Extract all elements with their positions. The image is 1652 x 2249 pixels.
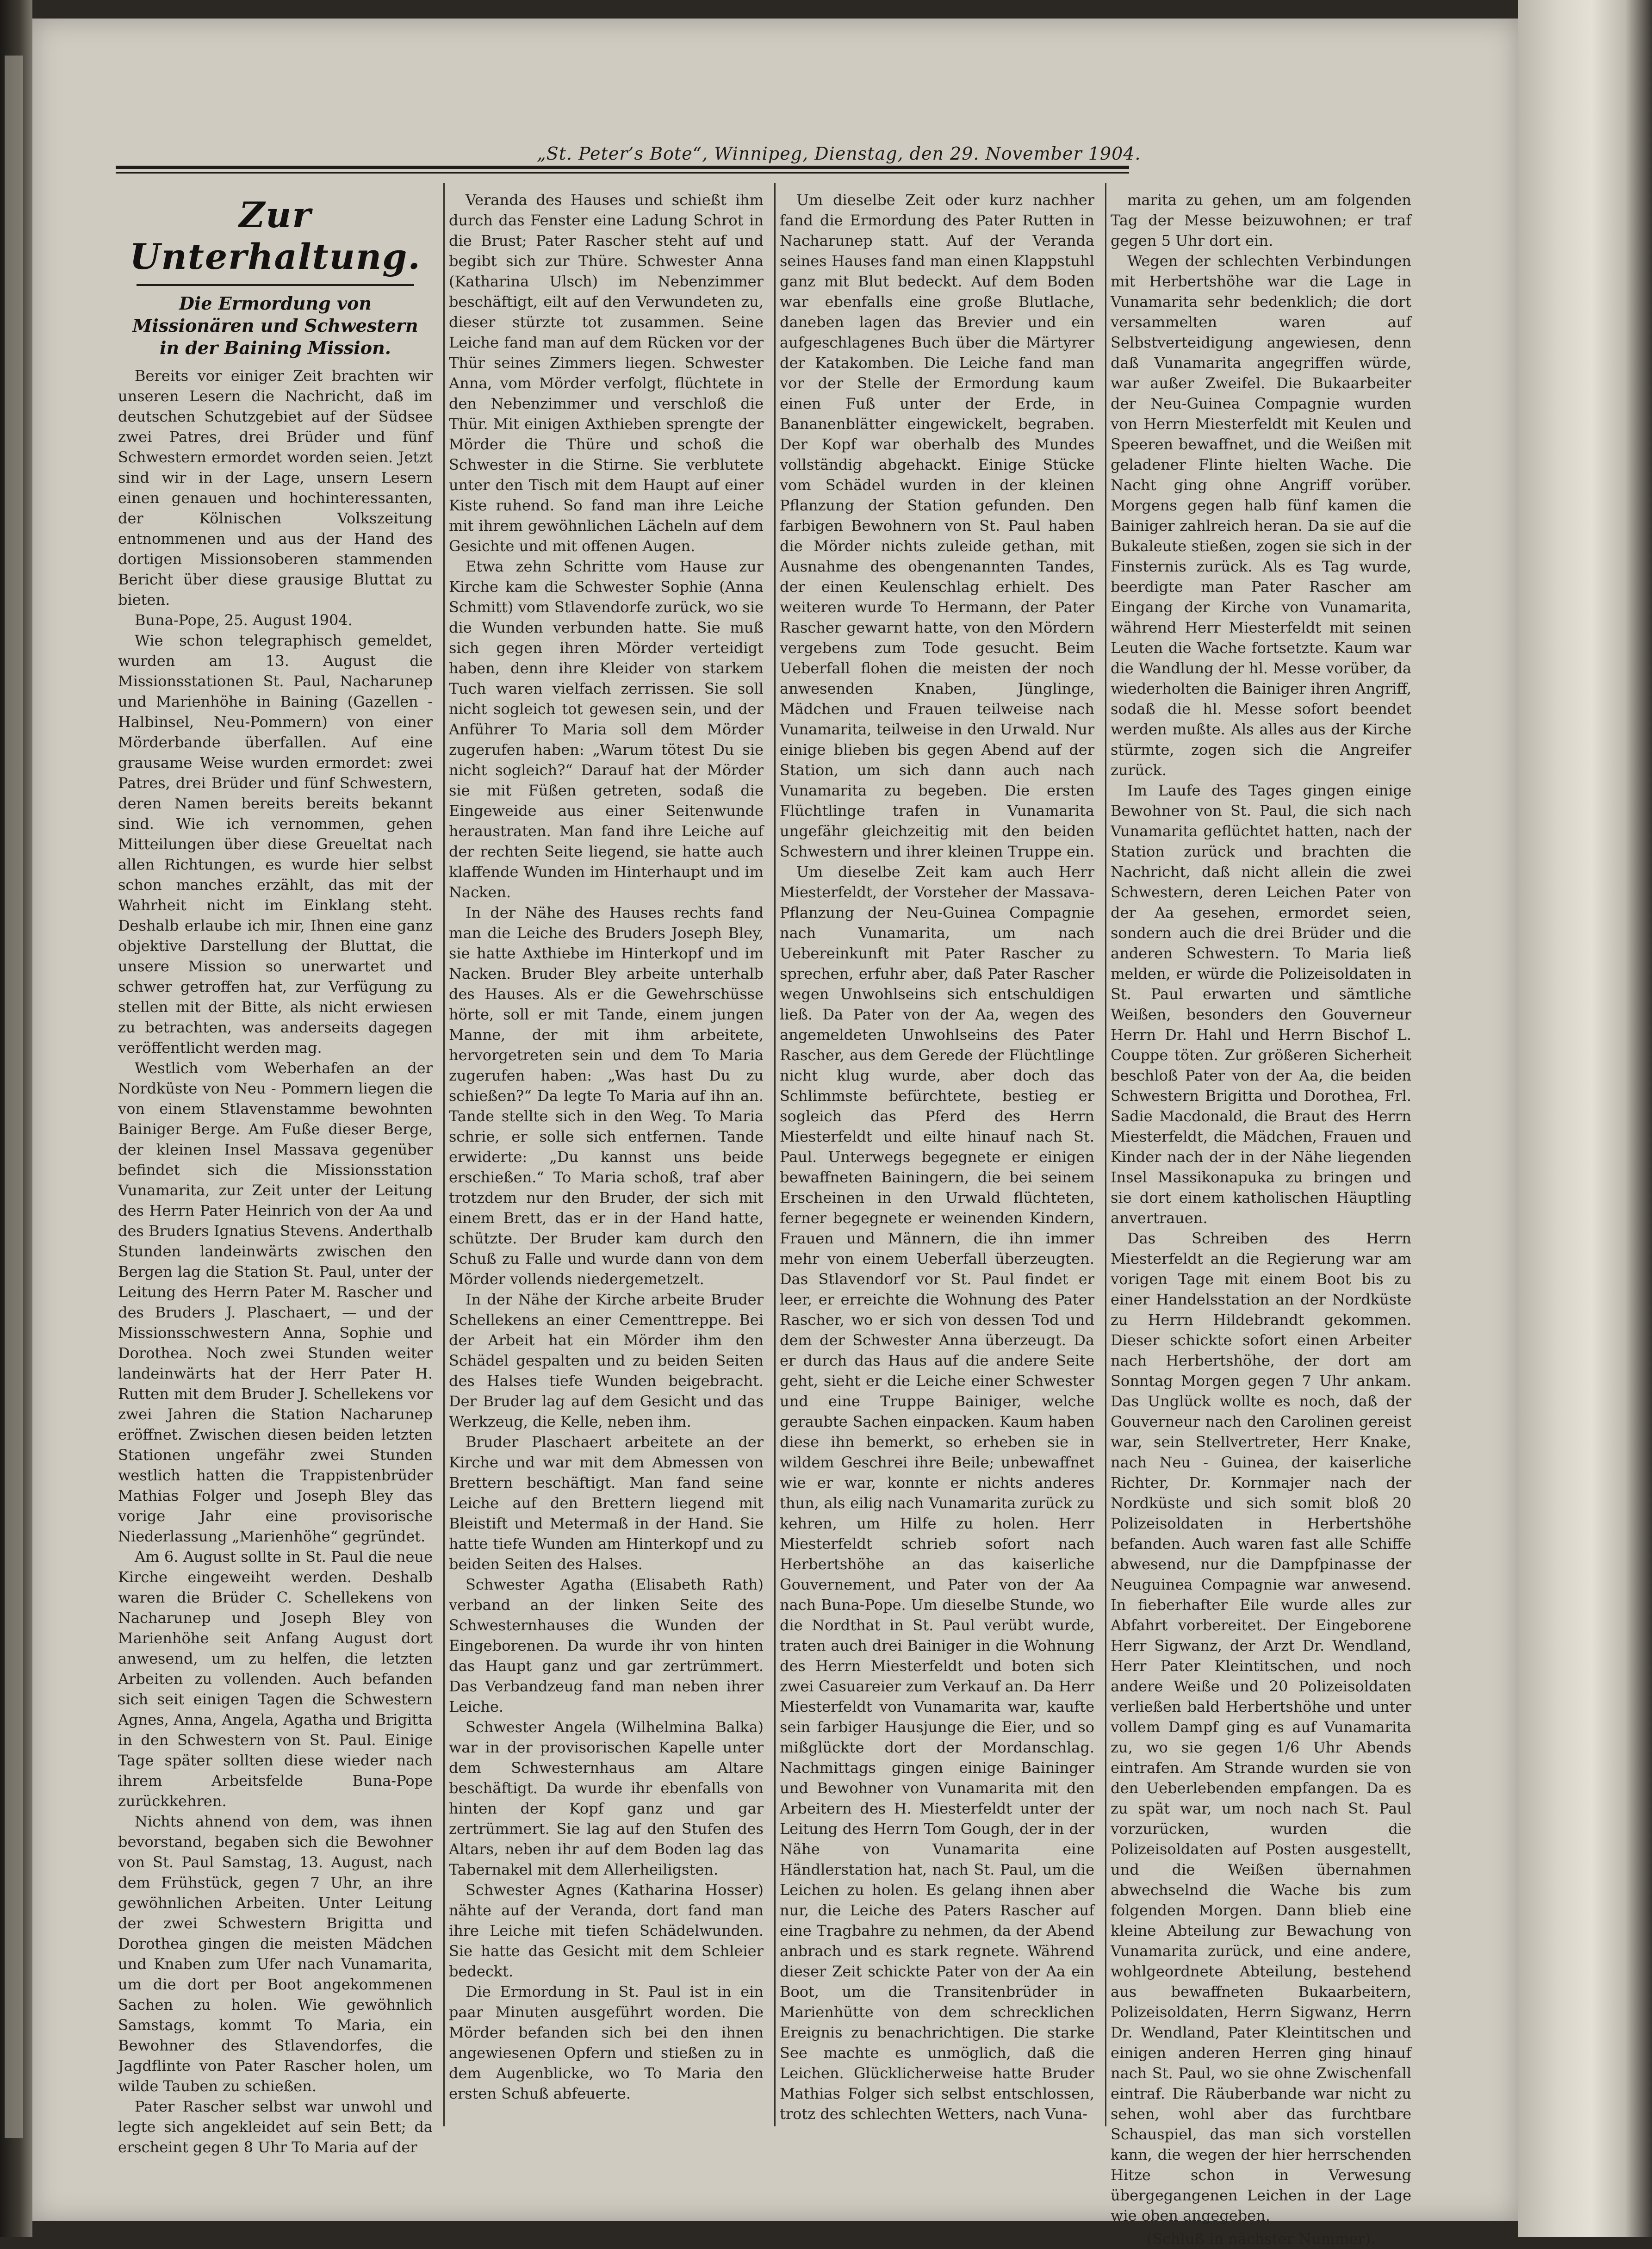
- paragraph: Wie schon telegraphisch gemeldet, wurden am 13. August die Missionsstationen St. Paul, Nacharunep und Marienhöhe in Baining (Gazellen - Halbinsel, Neu-Pommern) von einer Mörderbande überfallen. Auf eine grausame Weise wurden ermordet: zwei Patres, drei Brüder und fünf Schwestern, deren Namen bereits bereits bekannt sind. Wie ich vernommen, gehen Mitteilungen über diese Greueltat nach allen Richtungen, es wurde hier selbst schon manches erzählt, das mit der Wahrheit nicht im Einklang steht. Deshalb erlaube ich mir, Ihnen eine ganz objektive Darstellung der Bluttat, die unsere Mission so unerwartet und schwer getroffen hat, zur Verfügung zu stellen mit der Bitte, als nicht erwiesen zu betrachten, was anderseits dagegen veröffentlicht werden mag.: [118, 632, 433, 1056]
- paragraph: Veranda des Hauses und schießt ihm durch das Fenster eine Ladung Schrot in die Brust; Pater Rascher steht auf und begibt sich zur Thüre. Schwester Anna (Katharina Ulsch) im Nebenzimmer beschäftigt, eilt auf den Verwundeten zu, dieser stürzte tot zusammen. Seine Leiche fand man auf dem Rücken vor der Thür seines Zimmers liegen. Schwester Anna, vom Mörder verfolgt, flüchtete in den Nebenzimmer und verschloß die Thür. Mit einigen Axthieben sprengte der Mörder die Thüre und schoß die Schwester in die Stirne. Sie verblutete unter den Tisch mit dem Haupt auf einer Kiste ruhend. So fand man ihre Leiche mit ihrem gewöhnlichen Lächeln auf dem Gesichte und mit offenen Augen.: [449, 191, 764, 555]
- paragraph: Am 6. August sollte in St. Paul die neue Kirche eingeweiht werden. Deshalb waren die Brüder C. Schellekens von Nacharunep und Joseph Bley von Marienhöhe seit Anfang August dort anwesend, um zu helfen, die letzten Arbeiten zu vollenden. Auch befanden sich seit einigen Tagen die Schwestern Agnes, Anna, Angela, Agatha und Brigitta in den Schwestern von St. Paul. Einige Tage später sollten diese wieder nach ihrem Arbeitsfelde Buna-Pope zurückkehren.: [118, 1548, 433, 1810]
- right-page-edge: [1518, 0, 1652, 2237]
- paragraph: Schwester Agatha (Elisabeth Rath) verband an der linken Seite des Schwesternhauses die Wunden der Eingeborenen. Da wurde ihr von hinten das Haupt ganz und gar zertrümmert. Das Verbandzeug fand man neben ihrer Leiche.: [449, 1576, 764, 1715]
- column-3: [780, 190, 1094, 2123]
- section-title: Zur Unterhaltung.: [130, 194, 421, 277]
- paragraph: In der Nähe des Hauses rechts fand man die Leiche des Bruders Joseph Bley, sie hatte Axthiebe im Hinterkopf und im Nacken. Bruder Bley arbeite unterhalb des Hauses. Als er die Gewehrschüsse hörte, soll er mit Tande, einem jungen Manne, der mit ihm arbeitete, hervorgetreten sein und dem To Maria zugerufen haben: „Was hast Du zu schießen?“ Da legte To Maria auf ihn an. Tande stellte sich in den Weg. To Maria schrie, er solle sich entfernen. Tande erwiderte: „Du kannst uns beide erschießen.“ To Maria schoß, traf aber trotzdem nur den Bruder, der sich mit einem Brett, das er in der Hand hatte, schützte. Der Bruder kam durch den Schuß zu Falle und wurde dann von dem Mörder vollends niedergemetzelt.: [449, 904, 764, 1288]
- paragraph: Um dieselbe Zeit kam auch Herr Miesterfeldt, der Vorsteher der Massava-Pflanzung der Neu-Guinea Compagnie nach Vunamarita, um nach Uebereinkunft mit Pater Rascher zu sprechen, erfuhr aber, daß Pater Rascher wegen Unwohlseins sich entschuldigen ließ. Da Pater von der Aa, wegen des angemeldeten Unwohlseins des Pater Rascher, aus dem Gerede der Flüchtlinge nicht klug wurde, aber doch das Schlimmste befürchtete, bestieg er sogleich das Pferd des Herrn Miesterfeldt und eilte hinauf nach St. Paul. Unterwegs begegnete er einigen bewaffneten Bainingern, die bei seinem Erscheinen in den Urwald flüchteten, ferner begegnete er weinenden Kindern, Frauen und Männern, die ihn immer mehr von einem Ueberfall überzeugten. Das Stlavendorf vor St. Paul findet er leer, er erreichte die Wohnung des Pater Rascher, wo er sich von dessen Tod und dem der Schwester Anna überzeugt. Da er durch das Haus auf die andere Seite geht, sieht er die Leiche einer Schwester und eine Truppe Bainiger, welche geraubte Sachen einpacken. Kaum haben diese ihn bemerkt, so erheben sie in wildem Geschrei ihre Beile; unbewaffnet wie er war, konnte er nichts anderes thun, als eilig nach Vunamarita zurück zu kehren, um Hilfe zu holen. Herr Miesterfeldt schrieb sofort nach Herbertshöhe an das kaiserliche Gouvernement, und Pater von der Aa nach Buna-Pope. Um dieselbe Stunde, wo die Nordthat in St. Paul verübt wurde, traten auch drei Bainiger in die Wohnung des Herrn Miesterfeldt und boten sich zwei Casuareier zum Verkauf an. Da Herr Miesterfeldt von Vunamarita war, kaufte sein farbiger Hausjunge die Eier, und so mißglückte dort der Mordanschlag. Nachmittags gingen einige Baininger und Bewohner von Vunamarita mit den Arbeitern des H. Miesterfeldt unter der Leitung des Herrn Tom Gough, der in der Nähe von Vunamarita eine Händlerstation hat, nach St. Paul, um die Leichen zu holen. Es gelang ihnen aber nur, die Leiche des Paters Rascher auf eine Tragbahre zu nehmen, da der Abend anbrach und es stark regnete. Während dieser Zeit schickte Pater von der Aa ein Boot, um die Transitenbrüder in Marienhütte von dem schrecklichen Ereignis zu benachrichtigen. Die starke See machte es unmöglich, daß die Leichen. Glücklicherweise hatte Bruder Mathias Folger sich selbst entschlossen, trotz des schlechten Wetters, nach Vuna-: [780, 863, 1094, 2123]
- column-2: [449, 190, 764, 2110]
- paragraph: Schwester Angela (Wilhelmina Balka) war in der provisorischen Kapelle unter dem Schwesternhaus am Altare beschäftigt. Da wurde ihr ebenfalls von hinten der Kopf ganz und gar zertrümmert. Sie lag auf den Stufen des Altars, neben ihr auf dem Boden lag das Tabernakel mit dem Allerheiligsten.: [449, 1718, 764, 1878]
- paragraph: Wegen der schlechten Verbindungen mit Herbertshöhe war die Lage in Vunamarita sehr bedenklich; die dort versammelten waren auf Selbstverteidigung angewiesen, denn daß Vunamarita angegriffen würde, war außer Zweifel. Die Bukaarbeiter der Neu-Guinea Compagnie wurden von Herrn Miesterfeldt mit Keulen und Speeren bewaffnet, und die Weißen mit geladener Flinte hielten Wache. Die Nacht ging ohne Angriff vorüber. Morgens gegen halb fünf kamen die Bainiger zahlreich heran. Da sie auf die Bukaleute stießen, zogen sie sich in der Finsternis zurück. Als es Tag wurde, beerdigte man Pater Rascher am Eingang der Kirche von Vunamarita, während Herr Miesterfeldt mit seinen Leuten die Wache fortsetzte. Kaum war die Wandlung der hl. Messe vorüber, da wiederholten die Bainiger ihren Angriff, sodaß die hl. Messe sofort beendet werden mußte. Als alles aus der Kirche stürmte, zogen sich die Angreifer zurück.: [1111, 252, 1411, 779]
- column-rule-2: [774, 183, 776, 2126]
- column-rule-3: [1105, 183, 1106, 2126]
- paragraph: Buna-Pope, 25. August 1904.: [135, 611, 353, 629]
- column-2-text: [449, 190, 764, 2104]
- paragraph: Etwa zehn Schritte vom Hause zur Kirche kam die Schwester Sophie (Anna Schmitt) vom Stlavendorfe zurück, wo sie die Wunden verbunden hatte. Sie muß sich gegen ihren Mörder verteidigt haben, denn ihre Kleider von starkem Tuch waren vielfach zerrissen. Sie soll nicht sogleich tot gewesen sein, und der Anführer To Maria soll dem Mörder zugerufen haben: „Warum tötest Du sie nicht sogleich?“ Darauf hat der Mörder sie mit Füßen getreten, sodaß die Eingeweide aus einer Seitenwunde heraustraten. Man fand ihre Leiche auf der rechten Seite liegend, sie hatte auch klaffende Wunden im Hinterhaupt und im Nacken.: [449, 558, 764, 901]
- left-page-edge: [0, 0, 32, 2237]
- column-1: [118, 190, 433, 2156]
- title-rule: [137, 284, 414, 286]
- paragraph: Schwester Agnes (Katharina Hosser) nähte auf der Veranda, dort fand man ihre Leiche mit tiefen Schädelwunden. Sie hatte das Gesicht mit dem Schleier bedeckt.: [449, 1881, 764, 1980]
- column-4: [1111, 190, 1411, 2248]
- paragraph: Pater Rascher selbst war unwohl und legte sich angekleidet auf sein Bett; da erscheint gegen 8 Uhr To Maria auf der: [118, 2098, 433, 2156]
- paragraph: Westlich vom Weberhafen an der Nordküste von Neu - Pommern liegen die von einem Stlavenstamme bewohnten Bainiger Berge. Am Fuße dieser Berge, der kleinen Insel Massava gegenüber befindet sich die Missionsstation Vunamarita, zur Zeit unter der Leitung des Herrn Pater Heinrich von der Aa und des Bruders Ignatius Stevens. Anderthalb Stunden landeinwärts zwischen den Bergen lag die Station St. Paul, unter der Leitung des Herrn Pater M. Rascher und des Bruders J. Plaschaert, — und der Missionsschwestern Anna, Sophie und Dorothea. Noch zwei Stunden weiter landeinwärts hat der Herr Pater H. Rutten mit dem Bruder J. Schellekens vor zwei Jahren die Station Nacharunep eröffnet. Zwischen diesen beiden letzten Stationen ungefähr zwei Stunden westlich hatten die Trappistenbrüder Mathias Folger und Joseph Bley das vorige Jahr eine provisorische Niederlassung „Marienhöhe“ gegründet.: [118, 1059, 433, 1545]
- paragraph: Nichts ahnend von dem, was ihnen bevorstand, begaben sich die Bewohner von St. Paul Samstag, 13. August, nach dem Frühstück, gegen 7 Uhr, an ihre gewöhnlichen Arbeiten. Unter Leitung der zwei Schwestern Brigitta und Dorothea gingen die meisten Mädchen und Knaben zum Ufer nach Vunamarita, um die dort per Boot angekommenen Sachen zu holen. Wie gewöhnlich Samstags, kommt To Maria, ein Bewohner des Stlavendorfes, die Jagdflinte von Pater Rascher holen, um wilde Tauben zu schießen.: [118, 1813, 433, 2095]
- newspaper-page: [32, 19, 1518, 2248]
- paragraph: Das Schreiben des Herrn Miesterfeldt an die Regierung war am vorigen Tage mit einem Boot bis zu einer Handelsstation an der Nordküste zu Herrn Hildebrandt gekommen. Dieser schickte sofort einen Arbeiter nach Herbertshöhe, der dort am Sonntag Morgen gegen 7 Uhr ankam. Das Unglück wollte es noch, daß der Gouverneur nach den Carolinen gereist war, sein Stellvertreter, Herr Knake, nach Neu - Guinea, der kaiserliche Richter, Dr. Kornmajer nach der Nordküste und sich somit bloß 20 Polizeisoldaten in Herbertshöhe befanden. Auch waren fast alle Schiffe abwesend, nur die Dampfpinasse der Neuguinea Compagnie war anwesend. In fieberhafter Eile wurde alles zur Abfahrt vorbereitet. Der Eingeborene Herr Sigwanz, der Arzt Dr. Wendland, Herr Pater Kleintitschen, und noch andere Weiße und 20 Polizeisoldaten verließen bald Herbertshöhe und unter vollem Dampf ging es auf Vunamarita zu, wo sie gegen 1/6 Uhr Abends eintrafen. Am Strande wurden sie von den Ueberlebenden empfangen. Da es zu spät war, um noch nach St. Paul vorzurücken, wurden die Polizeisoldaten auf Posten ausgestellt, und die Weißen übernahmen abwechselnd die Wache bis zum folgenden Morgen. Dann blieb eine kleine Abteilung zur Bewachung von Vunamarita zurück, und eine andere, wohlgeordnete Abteilung, bestehend aus bewaffneten Bukaarbeitern, Polizeisoldaten, Herrn Sigwanz, Herrn Dr. Wendland, Pater Kleintitschen und einigen anderen Herren ging hinauf nach St. Paul, wo sie ohne Zwischenfall eintraf. Die Räuberbande war nicht zu sehen, wohl aber das furchtbare Schauspiel, das man sich vorstellen kann, die wegen der hier herrschenden Hitze schon in Verwesung übergegangenen Leichen in der Lage wie oben angegeben.: [1111, 1230, 1411, 2224]
- column-4-text: [1111, 190, 1411, 2226]
- paragraph: marita zu gehen, um am folgenden Tag der Messe beizuwohnen; er traf gegen 5 Uhr dort ein.: [1111, 191, 1411, 249]
- paragraph: In der Nähe der Kirche arbeite Bruder Schellekens an einer Cementtreppe. Bei der Arbeit hat ein Mörder ihm den Schädel gespalten und zu beiden Seiten des Halses tiefe Wunden beigebracht. Der Bruder lag auf dem Gesicht und das Werkzeug, die Kelle, neben ihm.: [449, 1291, 764, 1430]
- article-headline: Die Ermordung von Missionären und Schwestern in der Baining Mission.: [132, 293, 418, 358]
- paragraph: Bruder Plaschaert arbeitete an der Kirche und war mit dem Abmessen von Brettern beschäftigt. Man fand seine Leiche auf den Brettern liegend mit Bleistift und Metermaß in der Hand. Sie hatte tiefe Wunden am Hinterkopf und zu beiden Seiten des Halses.: [449, 1433, 764, 1573]
- paragraph: Im Laufe des Tages gingen einige Bewohner von St. Paul, die sich nach Vunamarita geflüchtet hatten, nach der Station zurück und brachten die Nachricht, daß nicht allein die zwei Schwestern, deren Leichen Pater von der Aa gesehen, ermordet seien, sondern auch die drei Brüder und die anderen Schwestern. To Maria ließ melden, er würde die Polizeisoldaten in St. Paul erwarten und sämtliche Weißen, besonders den Gouverneur Herrn Dr. Hahl und Herrn Bischof L. Couppe töten. Zur größeren Sicherheit beschloß Pater von der Aa, die beiden Schwestern Brigitta und Dorothea, Frl. Sadie Macdonald, die Braut des Herrn Miesterfeldt, die Mädchen, Frauen und Kinder nach der in der Nähe liegenden Insel Massikonapuka zu bringen und sie dort einem katholischen Häuptling anvertrauen.: [1111, 782, 1411, 1227]
- column-1-text: [118, 366, 433, 2157]
- running-head: „St. Peter’s Bote“, Winnipeg, Dienstag, den 29. November 1904.: [537, 143, 1141, 164]
- conclusion-note: (Schluß in nächster Nummer).: [1146, 2230, 1376, 2248]
- header-rule-bottom: [116, 172, 1129, 174]
- column-3-text: [780, 190, 1094, 2124]
- paragraph: Bereits vor einiger Zeit brachten wir unseren Lesern die Nachricht, daß im deutschen Schutzgebiet auf der Südsee zwei Patres, drei Brüder und fünf Schwestern ermordet worden seien. Jetzt sind wir in der Lage, unsern Lesern einen genauen und hochinteressanten, der Kölnischen Volkszeitung entnommenen und aus der Hand des dortigen Missionsoberen stammenden Bericht über diese grausige Bluttat zu bieten.: [118, 367, 433, 609]
- column-rule-1: [443, 183, 445, 2126]
- paragraph: Um dieselbe Zeit oder kurz nachher fand die Ermordung des Pater Rutten in Nacharunep statt. Auf der Veranda seines Hauses fand man einen Klappstuhl ganz mit Blut bedeckt. Auf dem Boden war ebenfalls eine große Blutlache, daneben lagen das Brevier und ein aufgeschlagenes Buch über die Märtyrer der Katakomben. Die Leiche fand man vor der Stelle der Ermordung kaum einen Fuß unter der Erde, in Bananenblätter eingewickelt, begraben. Der Kopf war oberhalb des Mundes vollständig abgehackt. Einige Stücke vom Schädel wurden in der kleinen Pflanzung der Station gefunden. Den farbigen Bewohnern von St. Paul haben die Mörder nichts zuleide gethan, mit Ausnahme des obengenannten Tandes, der einen Keulenschlag erhielt. Des weiteren wurde To Hermann, der Pater Rascher gewarnt hatte, von den Mördern vergebens zum Tode gesucht. Beim Ueberfall flohen die meisten der noch anwesenden Knaben, Jünglinge, Mädchen und Frauen teilweise nach Vunamarita, teilweise in den Urwald. Nur einige blieben bis gegen Abend auf der Station, um sich dann auch nach Vunamarita zu begeben. Die ersten Flüchtlinge trafen in Vunamarita ungefähr gleichzeitig mit den beiden Schwestern und ihrer kleinen Truppe ein.: [780, 191, 1094, 860]
- paragraph: Die Ermordung in St. Paul ist in ein paar Minuten ausgeführt worden. Die Mörder befanden sich bei den ihnen angewiesenen Opfern und stießen zu in dem Augenblicke, wo To Maria den ersten Schuß abfeuerte.: [449, 1983, 764, 2102]
- header-rule-top: [116, 166, 1129, 169]
